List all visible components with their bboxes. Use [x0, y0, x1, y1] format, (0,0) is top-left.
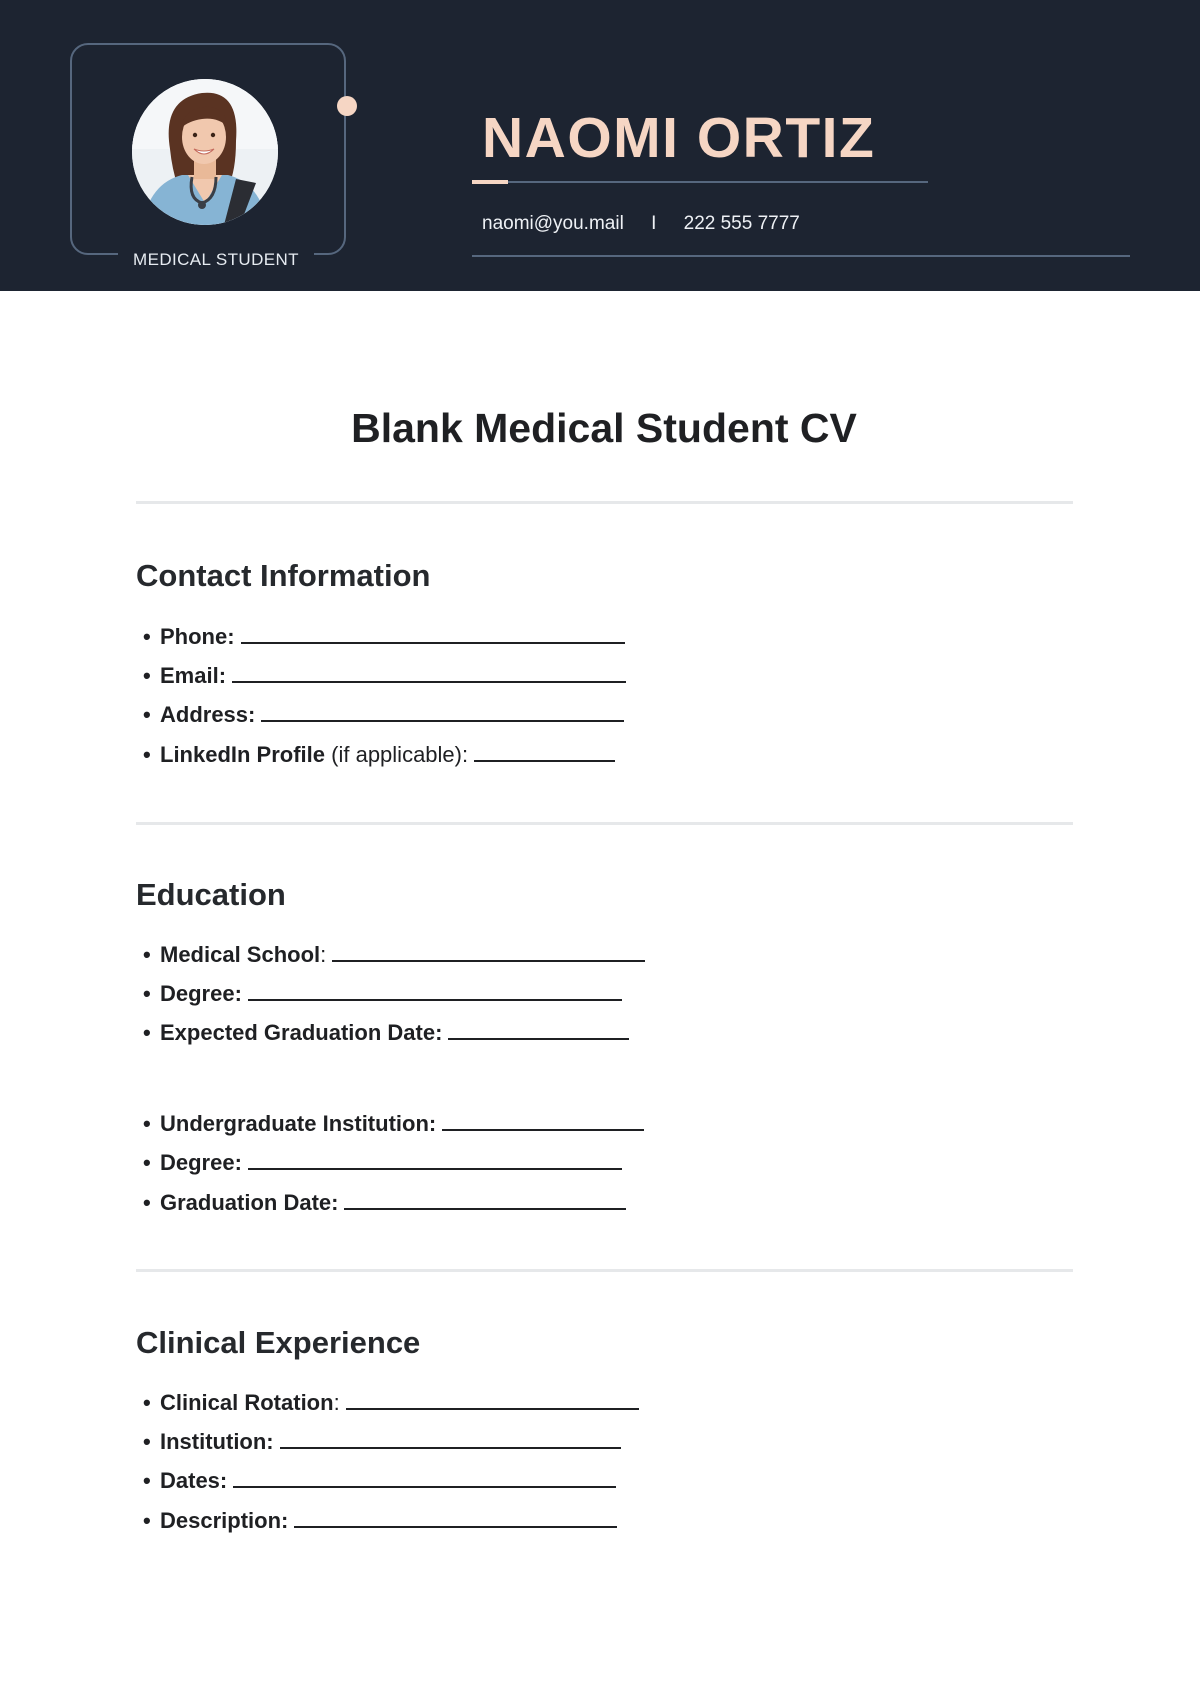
field-label: Email:: [160, 663, 227, 688]
field-label: Medical School: [160, 942, 321, 967]
field-label: Degree:: [160, 1150, 242, 1175]
list-item-degree: [143, 979, 622, 1009]
list-item-medical-school: [143, 940, 645, 970]
bullet: •: [143, 1390, 151, 1415]
bullet: •: [143, 942, 151, 967]
field-label: Degree:: [160, 981, 242, 1006]
bullet: •: [143, 663, 151, 688]
bullet: •: [143, 624, 151, 649]
list-item-institution: [143, 1427, 621, 1457]
field-label: Clinical Rotation: [160, 1390, 334, 1415]
contact-underline: [472, 255, 1130, 257]
phone-blank-field[interactable]: [241, 622, 625, 644]
bullet: •: [143, 1429, 151, 1454]
address-blank-field[interactable]: [261, 700, 624, 722]
avatar: [132, 79, 278, 225]
header-phone: 222 555 7777: [683, 213, 800, 234]
document-title: Blank Medical Student CV: [351, 405, 857, 451]
bullet: •: [143, 742, 151, 767]
contact-separator: I: [651, 213, 657, 234]
list-item-address: [143, 700, 624, 730]
section-title-education: Education: [136, 877, 286, 912]
field-label: Undergraduate Institution:: [160, 1111, 437, 1136]
field-label: Address:: [160, 702, 256, 727]
avatar-portrait-image: [132, 79, 278, 225]
linkedin-blank-field[interactable]: [474, 740, 615, 762]
bullet: •: [143, 981, 151, 1006]
bullet: •: [143, 1508, 151, 1533]
bullet: •: [143, 702, 151, 727]
field-note: (if applicable):: [325, 742, 469, 767]
bullet: •: [143, 1020, 151, 1045]
header-email: naomi@you.mail: [482, 213, 624, 234]
section-divider: [136, 1269, 1073, 1272]
undergraduate-blank-field[interactable]: [442, 1109, 644, 1131]
header-banner: [0, 0, 1200, 291]
list-item-email: [143, 661, 626, 691]
section-title-contact: Contact Information: [136, 558, 431, 593]
field-label: Institution:: [160, 1429, 274, 1454]
description-blank-field[interactable]: [294, 1506, 617, 1528]
list-item-expected-graduation: [143, 1018, 629, 1048]
field-label: Phone:: [160, 624, 235, 649]
section-divider: [136, 501, 1073, 504]
institution-blank-field[interactable]: [280, 1427, 621, 1449]
field-label: Description:: [160, 1508, 289, 1533]
field-note: :: [333, 1390, 340, 1415]
list-item-degree: [143, 1148, 622, 1178]
field-label: Graduation Date:: [160, 1190, 339, 1215]
medical-school-blank-field[interactable]: [332, 940, 645, 962]
email-blank-field[interactable]: [232, 661, 626, 683]
clinical-rotation-blank-field[interactable]: [346, 1388, 639, 1410]
list-item-clinical-rotation: [143, 1388, 639, 1418]
list-item-undergraduate: [143, 1109, 644, 1139]
section-title-clinical: Clinical Experience: [136, 1325, 421, 1360]
degree-blank-field[interactable]: [248, 979, 622, 1001]
list-item-phone: [143, 622, 625, 652]
undergraduate-degree-blank-field[interactable]: [248, 1148, 622, 1170]
field-label: Dates:: [160, 1468, 228, 1493]
field-label: LinkedIn Profile: [160, 742, 326, 767]
list-item-graduation-date: [143, 1188, 626, 1218]
section-divider: [136, 822, 1073, 825]
header-contact-line: [482, 212, 800, 236]
list-item-description: [143, 1506, 617, 1536]
name-underline-accent: [472, 180, 508, 184]
list-item-dates: [143, 1466, 616, 1496]
frame-accent-dot: [337, 96, 357, 116]
candidate-name: NAOMI ORTIZ: [482, 106, 876, 170]
field-label: Expected Graduation Date:: [160, 1020, 443, 1045]
bullet: •: [143, 1150, 151, 1175]
expected-graduation-blank-field[interactable]: [448, 1018, 629, 1040]
dates-blank-field[interactable]: [233, 1466, 616, 1488]
name-underline: [472, 181, 928, 183]
list-item-linkedin: [143, 740, 615, 770]
bullet: •: [143, 1111, 151, 1136]
graduation-date-blank-field[interactable]: [344, 1188, 626, 1210]
bullet: •: [143, 1190, 151, 1215]
bullet: •: [143, 1468, 151, 1493]
field-note: :: [320, 942, 327, 967]
role-title: MEDICAL STUDENT: [118, 248, 314, 272]
